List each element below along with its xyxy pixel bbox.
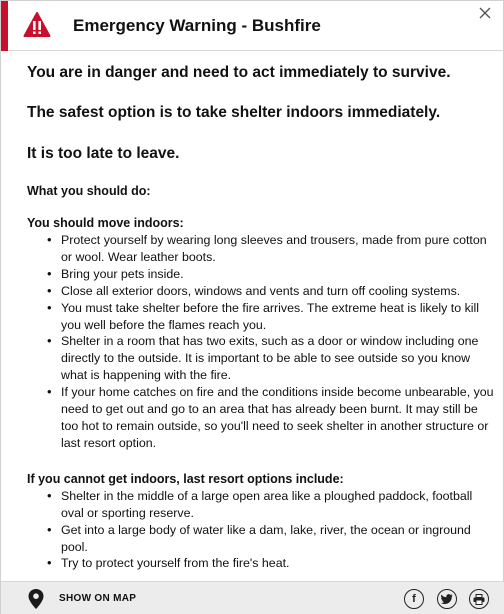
what-to-do-heading: What you should do: — [27, 184, 151, 198]
close-icon[interactable] — [477, 5, 493, 21]
list-item: • If your home catches on fire and the conditions inside become unbearable, you need to get out and go to an area that has already been burnt. It may still be too hot to remain outside, so you'll need to seek shelter in another structure or last resort option. — [47, 384, 497, 452]
show-on-map-link[interactable]: SHOW ON MAP — [59, 593, 137, 604]
twitter-icon — [441, 594, 453, 604]
dialog-title: Emergency Warning - Bushfire — [73, 16, 321, 35]
last-resort-heading: If you cannot get indoors, last resort options include: — [27, 471, 344, 486]
facebook-icon: f — [412, 592, 416, 605]
map-pin-icon[interactable] — [27, 588, 45, 610]
lead-danger: You are in danger and need to act immediately to survive. — [27, 64, 451, 81]
list-item: • Try to protect yourself from the fire's heat. — [47, 555, 497, 572]
list-item: • Get into a large body of water like a dam, lake, river, the ocean or inground pool. — [47, 522, 497, 556]
list-item: • Close all exterior doors, windows and vents and turn off cooling systems. — [47, 283, 497, 300]
twitter-share-button[interactable] — [437, 589, 457, 609]
lead-too-late: It is too late to leave. — [27, 145, 180, 162]
print-icon — [473, 594, 485, 605]
move-indoors-heading: You should move indoors: — [27, 216, 184, 230]
list-item: • Shelter in the middle of a large open area like a ploughed paddock, football oval or sporting reserve. — [47, 488, 497, 522]
dialog-header — [1, 1, 504, 51]
indoors-list — [47, 232, 497, 452]
list-item: • You must take shelter before the fire arrives. The extreme heat is likely to kill you well before the flames reach you. — [47, 300, 497, 334]
dialog-footer — [1, 581, 504, 614]
header-accent-bar — [1, 1, 8, 51]
lead-safest-option: The safest option is to take shelter indoors immediately. — [27, 104, 441, 121]
last-resort-list — [47, 488, 497, 573]
print-button[interactable] — [469, 589, 489, 609]
warning-triangle-icon — [23, 11, 51, 39]
list-item: • Bring your pets inside. — [47, 266, 497, 283]
facebook-share-button[interactable] — [404, 589, 424, 609]
list-item: • Protect yourself by wearing long sleeves and trousers, made from pure cotton or wool. Wear leather boots. — [47, 232, 497, 266]
list-item: • Shelter in a room that has two exits, such as a door or window including one directly to the outside. It is important to be able to see outside so you know what is happening with the fire. — [47, 333, 497, 384]
warning-content — [27, 63, 497, 572]
